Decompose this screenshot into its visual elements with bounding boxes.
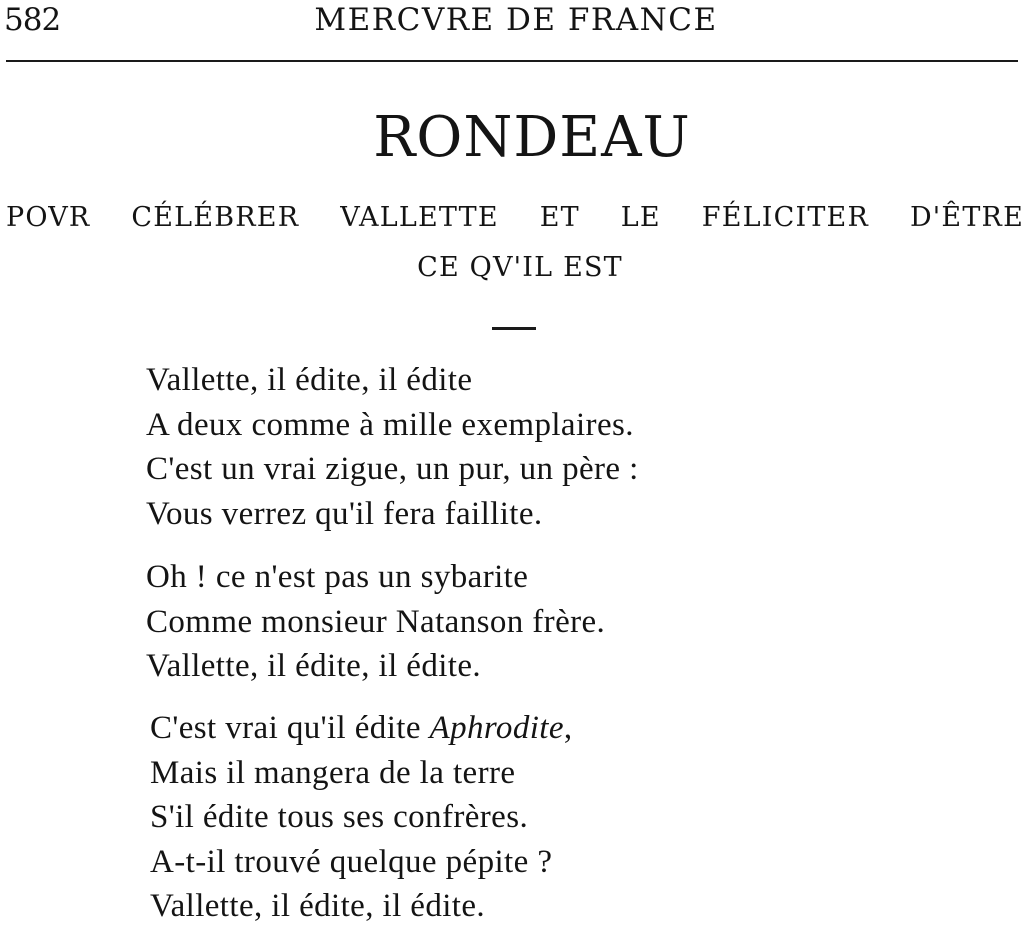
verse-line: Vallette, il édite, il édite — [146, 362, 473, 398]
verse-line: A-t-il trouvé quelque pépite ? — [150, 843, 553, 880]
verse-line: Vous verrez qu'il fera faillite. — [146, 495, 543, 532]
verse-line: A deux comme à mille exemplaires. — [146, 406, 634, 443]
journal-title — [0, 2, 1024, 38]
section-dash — [492, 327, 536, 330]
verse-line: Vallette, il édite, il édite. — [150, 888, 486, 924]
verse-suffix: , — [563, 710, 573, 746]
verse-line: Mais il mangera de la terre — [150, 754, 516, 791]
verse-line: Vallette, il édite, il édite. — [146, 648, 482, 684]
stanza-1 — [146, 358, 639, 536]
verse-line: Comme monsieur Natanson frère. — [146, 603, 606, 640]
poem-title-text: RONDEAU — [373, 105, 691, 170]
page-number: 582 — [4, 2, 61, 38]
subtitle-line-2 — [0, 252, 1024, 283]
poem-title — [0, 105, 1024, 170]
verse-line-with-italic — [150, 706, 573, 751]
verse-prefix: C'est vrai qu'il édite — [150, 710, 430, 746]
stanza-2 — [146, 555, 605, 689]
header-rule — [6, 60, 1018, 62]
verse-line: C'est un vrai zigue, un pur, un père : — [146, 451, 639, 487]
running-head — [0, 0, 1024, 40]
stanza-3 — [150, 706, 573, 929]
italic-title-aphrodite: Aphrodite — [429, 710, 564, 746]
subtitle-line-1: POVR CÉLÉBRER VALLETTE ET LE FÉLICITER D'ÊTRE — [6, 202, 1024, 233]
journal-title-text: MERCVRE DE FRANCE — [314, 2, 718, 38]
verse-line: S'il édite tous ses confrères. — [150, 799, 529, 835]
verse-line: Oh ! ce n'est pas un sybarite — [146, 559, 529, 595]
subtitle-line-2-text: CE QV'IL EST — [417, 252, 623, 283]
